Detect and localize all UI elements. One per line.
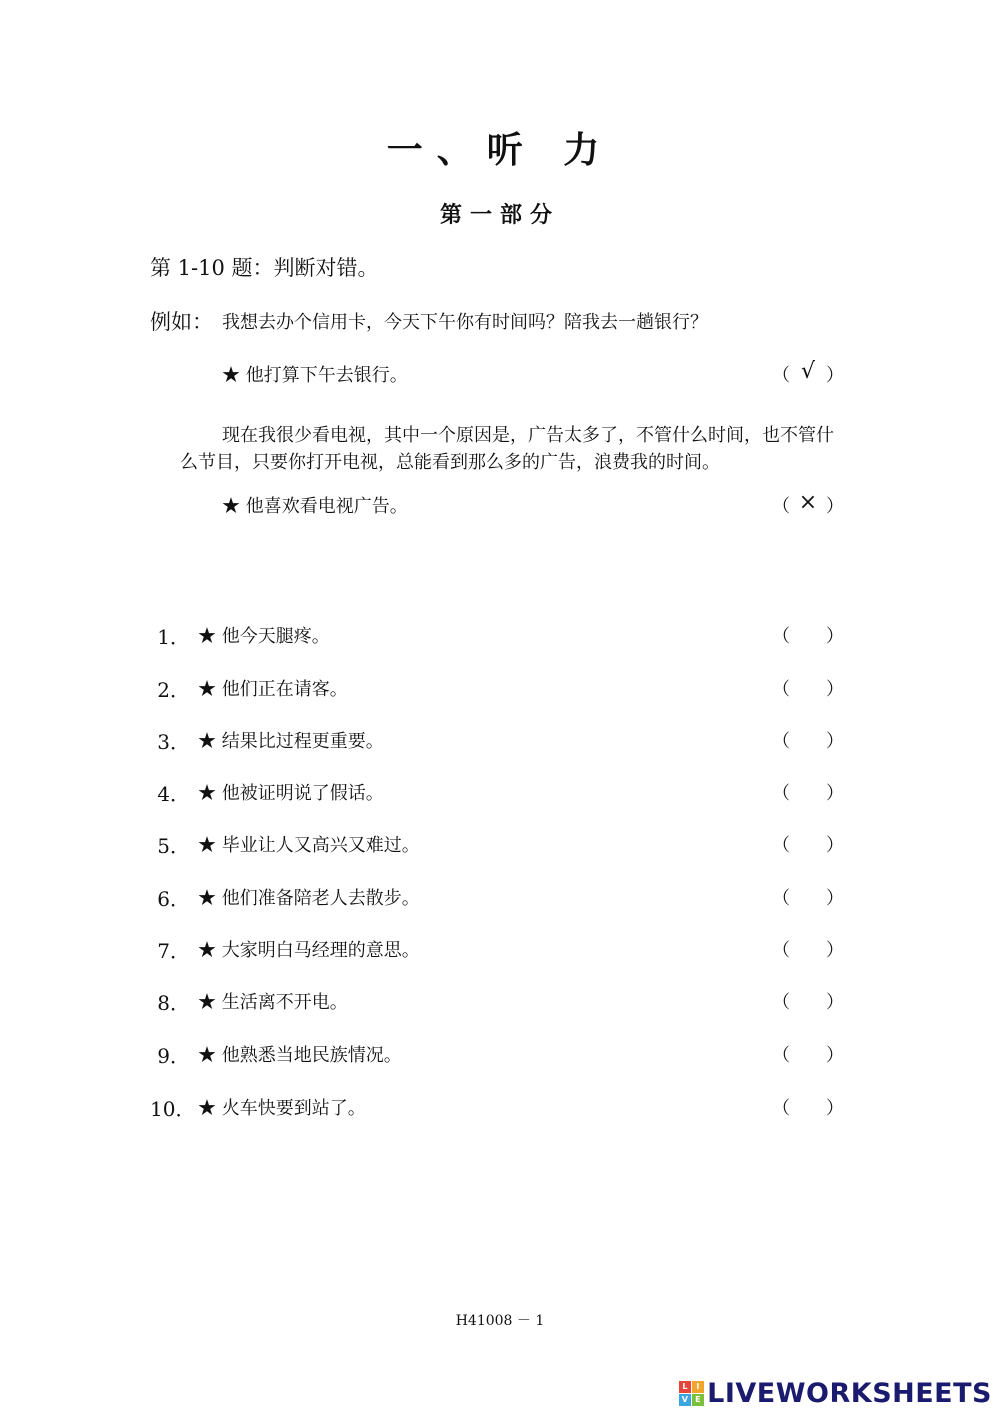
bracket-close: ） (826, 496, 844, 517)
liveworksheets-logo[interactable] (679, 1378, 992, 1409)
question-number: 10． (150, 1097, 196, 1121)
bracket-open: （ (772, 731, 790, 752)
question-statement: ★ 他被证明说了假话。 (198, 783, 384, 804)
bracket-close: ） (826, 940, 844, 961)
question-statement: ★ 毕业让人又高兴又难过。 (198, 835, 420, 856)
bracket-open: （ (772, 1098, 790, 1119)
question-number: 3． (157, 730, 190, 754)
bracket-open: （ (772, 783, 790, 804)
question-statement: ★ 生活离不开电。 (198, 992, 348, 1013)
check-mark: √ (800, 359, 816, 384)
question-statement: ★ 结果比过程更重要。 (198, 731, 384, 752)
bracket-open: （ (772, 496, 790, 517)
question-number: 5． (157, 834, 190, 858)
logo-square: E (692, 1394, 704, 1406)
bracket-open: （ (772, 626, 790, 647)
bracket-close: ） (826, 835, 844, 856)
bracket-close: ） (826, 888, 844, 909)
section-subtitle: 第一部分 (439, 202, 560, 228)
question-number: 8． (157, 991, 190, 1015)
bracket-close: ） (826, 626, 844, 647)
bracket-close: ） (826, 1098, 844, 1119)
example-statement-1: ★ 他打算下午去银行。 (222, 365, 408, 386)
page-footer: H41008 － 1 (455, 1313, 545, 1329)
bracket-close: ） (826, 783, 844, 804)
question-statement: ★ 他今天腿疼。 (198, 626, 330, 647)
bracket-close: ） (826, 679, 844, 700)
bracket-open: （ (772, 888, 790, 909)
question-statement: ★ 火车快要到站了。 (198, 1098, 366, 1119)
cross-mark: × (798, 490, 818, 515)
question-number: 9． (157, 1044, 190, 1068)
example-label: 例如： (150, 310, 213, 334)
bracket-close: ） (826, 992, 844, 1013)
instruction: 第 1-10 题：判断对错。 (150, 256, 379, 280)
bracket-close: ） (826, 1045, 844, 1066)
question-statement: ★ 他熟悉当地民族情况。 (198, 1045, 402, 1066)
bracket-open: （ (772, 679, 790, 700)
logo-square: V (679, 1394, 691, 1406)
logo-square: I (692, 1381, 704, 1393)
logo-mark-icon (679, 1381, 704, 1406)
question-number: 6． (157, 887, 190, 911)
question-number: 7． (157, 939, 190, 963)
question-statement: ★ 他们准备陪老人去散步。 (198, 888, 420, 909)
bracket-open: （ (772, 365, 790, 386)
example-dialogue: 我想去办个信用卡，今天下午你有时间吗？陪我去一趟银行？ (222, 312, 708, 333)
example-statement-2: ★ 他喜欢看电视广告。 (222, 496, 408, 517)
question-number: 1． (157, 625, 190, 649)
logo-square: L (679, 1381, 691, 1393)
bracket-close: ） (826, 365, 844, 386)
bracket-close: ） (826, 731, 844, 752)
bracket-open: （ (772, 1045, 790, 1066)
example-passage: 现在我很少看电视，其中一个原因是，广告太多了，不管什么时间，也不管什么节目，只要你打开电视，总能看到那么多的广告，浪费我的时间。 (180, 425, 834, 473)
bracket-open: （ (772, 835, 790, 856)
logo-text: LIVEWORKSHEETS (707, 1378, 992, 1409)
question-statement: ★ 他们正在请客。 (198, 679, 348, 700)
question-statement: ★ 大家明白马经理的意思。 (198, 940, 420, 961)
bracket-open: （ (772, 940, 790, 961)
question-number: 2． (157, 678, 190, 702)
bracket-open: （ (772, 992, 790, 1013)
question-number: 4． (157, 782, 190, 806)
page-title: 一、听 力 (386, 129, 614, 171)
